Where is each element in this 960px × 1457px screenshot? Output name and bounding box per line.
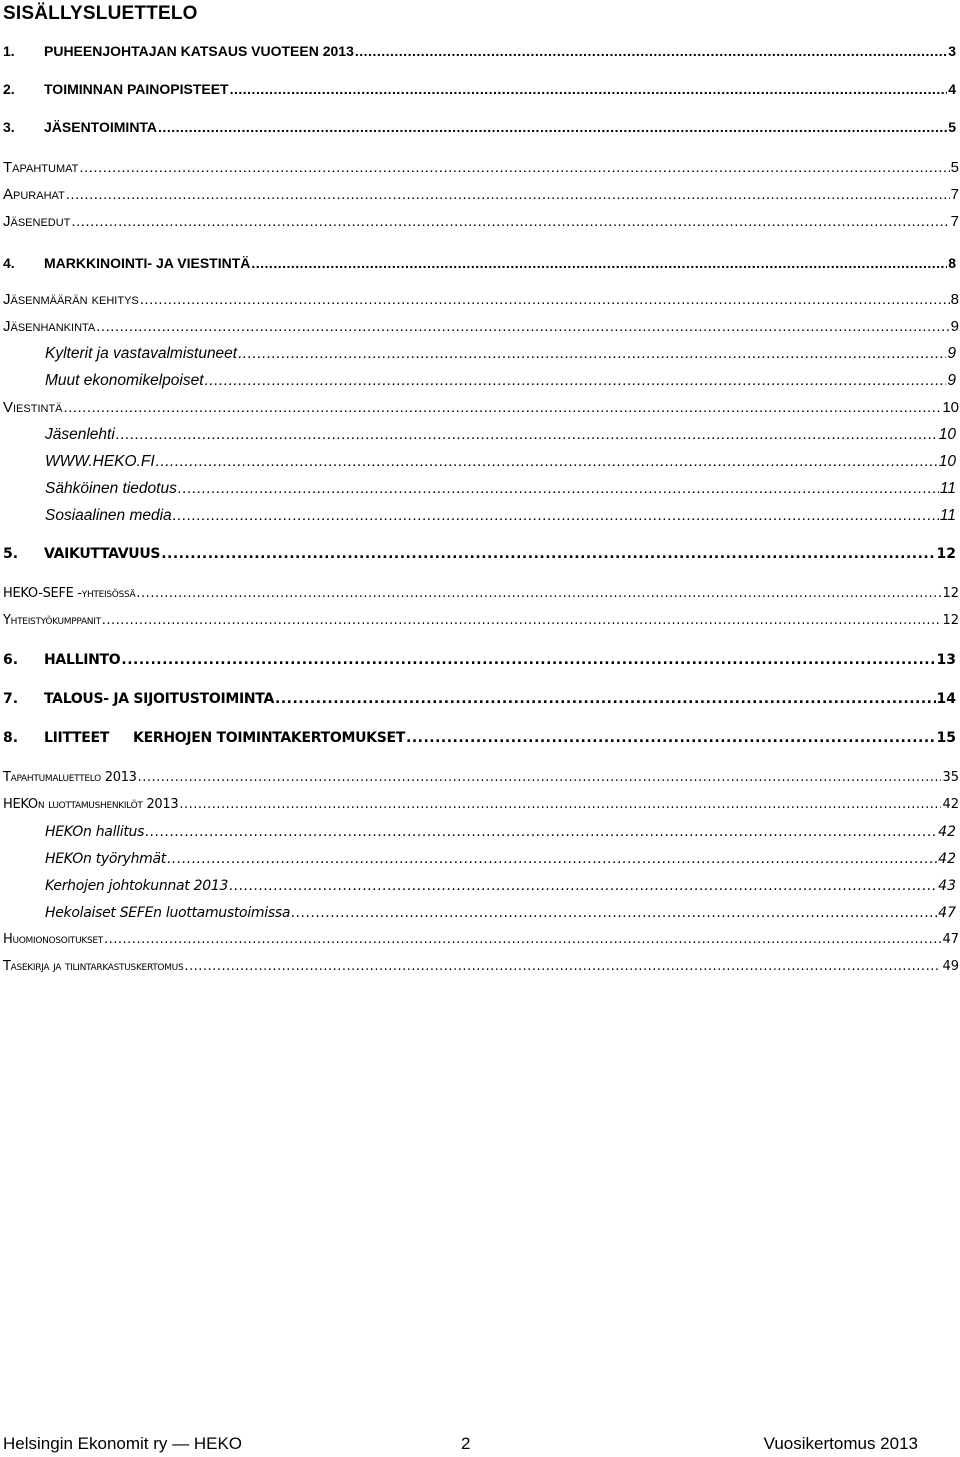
toc-entry-label-part: KERHOJEN TOIMINTAKERTOMUKSET — [133, 730, 405, 746]
toc-entry[interactable] — [0, 342, 958, 366]
dot-leader — [121, 648, 935, 672]
dot-leader — [158, 115, 947, 139]
toc-entry-number: 2. — [3, 81, 15, 97]
toc-entry-label: PUHEENJOHTAJAN KATSAUS VUOTEEN 2013 — [44, 43, 354, 59]
toc-entry-label: Kylterit ja vastavalmistuneet — [45, 345, 238, 362]
toc-entry-label: Apurahat — [3, 186, 65, 203]
toc-entry[interactable] — [0, 648, 958, 672]
toc-entry-page: 35 — [942, 770, 959, 785]
toc-entry[interactable] — [0, 477, 958, 501]
dot-leader — [406, 726, 936, 750]
toc-entry-label: Yhteistyökumppanit — [3, 613, 101, 628]
toc-entry-page: 3 — [948, 43, 956, 59]
toc-entry-page: 5 — [948, 119, 956, 135]
toc-entry-number: 7. — [3, 691, 19, 707]
dot-leader — [102, 609, 942, 633]
toc-entry-label: Tasekirja ja tilintarkastuskertomus — [3, 959, 184, 974]
dot-leader — [173, 504, 939, 528]
toc-entry-page: 5 — [950, 159, 959, 176]
toc-entry-number: 3. — [3, 119, 15, 135]
toc-entry-label: Tapahtumat — [3, 159, 79, 176]
toc-entry-page: 12 — [942, 586, 959, 601]
toc-entry[interactable] — [0, 901, 958, 925]
toc-entry-label: JÄSENTOIMINTA — [44, 119, 158, 135]
toc-entry-label: Jäsenhankinta — [3, 318, 96, 335]
toc-entry-page: 7 — [950, 186, 959, 203]
toc-entry[interactable] — [0, 582, 960, 606]
toc-entry-label: Viestintä — [3, 399, 63, 416]
dot-leader — [145, 820, 937, 844]
dot-leader — [136, 582, 941, 606]
toc-entry-label: Kerhojen johtokunnat 2013 — [45, 878, 229, 894]
toc-entry-label: HEKOn työryhmät — [45, 851, 166, 867]
dot-leader — [275, 687, 936, 711]
footer-publication: Vuosikertomus 2013 — [763, 1434, 918, 1453]
toc-entry[interactable] — [0, 396, 960, 420]
toc-entry[interactable] — [0, 609, 960, 633]
dot-leader — [179, 793, 941, 817]
dot-leader — [167, 847, 937, 871]
toc-entry-label: Jäsenlehti — [45, 426, 115, 443]
toc-entry[interactable] — [0, 315, 960, 339]
toc-entry-page: 10 — [938, 453, 956, 470]
toc-entry-page: 13 — [936, 652, 956, 668]
toc-entry-label: VAIKUTTAVUUS — [44, 546, 161, 562]
toc-entry[interactable] — [0, 251, 958, 275]
footer-page-number: 2 — [461, 1434, 471, 1453]
dot-leader — [178, 477, 939, 501]
toc-entry[interactable] — [0, 542, 958, 566]
toc-entry[interactable] — [0, 288, 960, 312]
toc-entry-page: 43 — [938, 878, 956, 894]
toc-entry-label: HALLINTO — [44, 652, 121, 668]
dot-leader — [71, 210, 949, 234]
toc-entry-page: 42 — [942, 797, 959, 812]
toc-entry-label: Tapahtumaluettelo 2013 — [3, 770, 137, 785]
toc-entry-number: 5. — [3, 546, 19, 562]
footer-organization: Helsingin Ekonomit ry — HEKO — [3, 1434, 243, 1453]
toc-entry[interactable] — [0, 874, 958, 898]
dot-leader — [66, 183, 950, 207]
toc-entry[interactable] — [0, 928, 960, 952]
toc-entry-label: HEKO-SEFE -yhteisössä — [3, 586, 136, 601]
toc-entry[interactable] — [0, 504, 958, 528]
toc-entry[interactable] — [0, 369, 958, 393]
toc-entry[interactable] — [0, 183, 960, 207]
toc-entry-label: HEKOn hallitus — [45, 824, 145, 840]
toc-entry[interactable] — [0, 766, 960, 790]
toc-entry-page: 49 — [942, 959, 959, 974]
toc-entry[interactable] — [0, 726, 958, 750]
toc-entry-page: 7 — [950, 213, 959, 230]
toc-entry-page: 8 — [948, 255, 956, 271]
toc-entry-label: Sosiaalinen media — [45, 507, 172, 524]
toc-entry-page: 42 — [938, 851, 956, 867]
toc-entry-page: 4 — [948, 81, 956, 97]
dot-leader — [140, 288, 950, 312]
toc-entry[interactable] — [0, 687, 958, 711]
toc-entry-number: 4. — [3, 255, 15, 271]
toc-entry-label: Jäsenedut — [3, 213, 71, 230]
toc-entry[interactable] — [0, 115, 958, 139]
toc-entry-label: TALOUS- JA SIJOITUSTOIMINTA — [44, 691, 275, 707]
dot-leader — [104, 928, 941, 952]
dot-leader — [156, 450, 938, 474]
toc-entry-page: 12 — [942, 613, 959, 628]
toc-entry-page: 11 — [939, 507, 956, 524]
toc-entry-label: WWW.HEKO.FI — [45, 453, 155, 470]
dot-leader — [138, 766, 942, 790]
dot-leader — [116, 423, 938, 447]
toc-entry-page: 9 — [950, 318, 959, 335]
toc-entry-page: 9 — [947, 372, 956, 389]
dot-leader — [184, 955, 941, 979]
toc-entry-page: 9 — [947, 345, 956, 362]
toc-entry-label: Sähköinen tiedotus — [45, 480, 177, 497]
toc-entry[interactable] — [0, 450, 958, 474]
toc-entry-label: TOIMINNAN PAINOPISTEET — [44, 81, 229, 97]
toc-entry[interactable] — [0, 156, 960, 180]
toc-entry[interactable] — [0, 793, 960, 817]
toc-entry-page: 47 — [942, 932, 959, 947]
page-footer — [0, 1434, 960, 1456]
dot-leader — [230, 77, 948, 101]
dot-leader — [64, 396, 942, 420]
toc-entry[interactable] — [0, 210, 960, 234]
toc-entry-page: 47 — [938, 905, 956, 921]
toc-entry-label: Hekolaiset SEFEn luottamustoimissa — [45, 905, 291, 921]
toc-entry-label: MARKKINOINTI- JA VIESTINTÄ — [44, 255, 251, 271]
toc-entry[interactable] — [0, 820, 958, 844]
toc-entry-page: 15 — [936, 730, 956, 746]
toc-entry-page: 10 — [942, 399, 959, 416]
toc-entry-label-part: LIITTEET — [44, 730, 110, 746]
toc-entry[interactable] — [0, 77, 958, 101]
dot-leader — [251, 251, 947, 275]
dot-leader — [79, 156, 949, 180]
toc-title: SISÄLLYSLUETTELO — [3, 3, 198, 24]
toc-entry-page: 8 — [950, 291, 959, 308]
dot-leader — [229, 874, 937, 898]
toc-entry-number: 6. — [3, 652, 19, 668]
toc-entry-number: 8. — [3, 730, 19, 746]
dot-leader — [205, 369, 947, 393]
toc-entry[interactable] — [0, 423, 958, 447]
toc-entry-label: Huomionosoitukset — [3, 932, 104, 947]
dot-leader — [355, 39, 947, 63]
dot-leader — [238, 342, 946, 366]
toc-entry[interactable] — [0, 39, 958, 63]
toc-entry-number: 1. — [3, 43, 15, 59]
dot-leader — [291, 901, 937, 925]
dot-leader — [96, 315, 949, 339]
toc-entry-label: HEKOn luottamushenkilöt 2013 — [3, 797, 179, 812]
toc-entry[interactable] — [0, 955, 960, 979]
toc-entry-page: 14 — [936, 691, 956, 707]
toc-entry-label: Muut ekonomikelpoiset — [45, 372, 204, 389]
toc-entry[interactable] — [0, 847, 958, 871]
toc-entry-page: 11 — [939, 480, 956, 497]
toc-entry-label: Jäsenmäärän kehitys — [3, 291, 139, 308]
toc-entry-label — [44, 726, 405, 750]
toc-entry-page: 12 — [936, 546, 956, 562]
toc-entry-page: 10 — [938, 426, 956, 443]
dot-leader — [161, 542, 935, 566]
toc-entry-page: 42 — [938, 824, 956, 840]
